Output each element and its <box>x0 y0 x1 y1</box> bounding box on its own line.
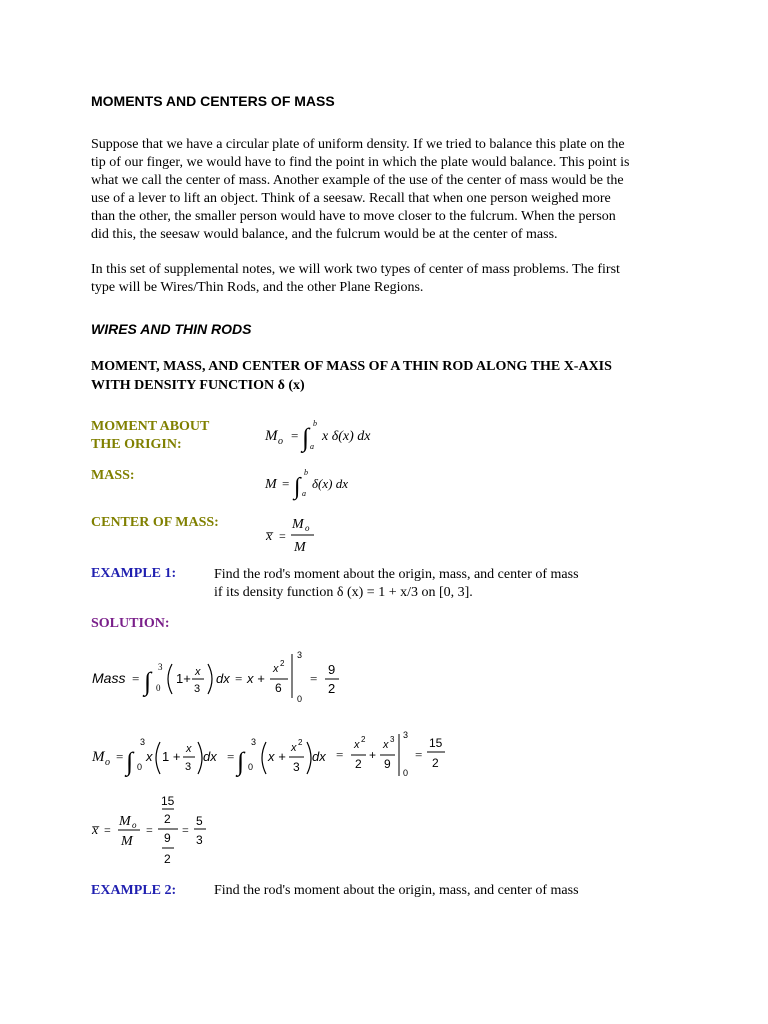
center-of-mass-label: CENTER OF MASS: <box>91 515 219 530</box>
solution-mass-equation <box>92 648 352 706</box>
upper-limit: b <box>304 468 308 477</box>
fraction-denominator: 3 <box>194 683 201 695</box>
top-numerator: 15 <box>161 794 175 808</box>
second-line: In this set of supplemental notes, we will work two types of center of mass problems. The first <box>91 262 620 277</box>
integral-sign: ∫ <box>302 423 310 452</box>
left-paren <box>156 742 160 774</box>
plus-sign: + <box>369 748 377 762</box>
intro-line: did this, the seesaw would balance, and the fulcrum would be at the center of mass. <box>91 227 558 242</box>
example-1-line: Find the rod's moment about the origin, mass, and center of mass <box>214 567 579 582</box>
one-plus: 1+ <box>176 671 191 686</box>
dx: dx <box>312 749 326 764</box>
result-numerator: 9 <box>328 662 336 677</box>
example-1-text <box>214 566 579 602</box>
lower-limit: a <box>310 442 314 451</box>
intro-line: Suppose that we have a circular plate of uniform density. If we tried to balance this plate on the <box>91 137 625 152</box>
equals-sign: = <box>132 671 140 686</box>
section-title: WIRES AND THIN RODS <box>91 321 252 337</box>
bottom-denominator: 2 <box>164 852 171 866</box>
integral-sign: ∫ <box>294 474 301 500</box>
lower-limit: a <box>302 489 306 498</box>
result-numerator: 5 <box>196 814 203 828</box>
fraction-denominator: 3 <box>185 761 192 773</box>
result-denominator: 2 <box>432 756 439 770</box>
moment-lhs: M <box>92 749 105 765</box>
x-plus: x + <box>247 671 265 686</box>
center-lhs: x̅ <box>92 823 99 838</box>
dx: dx <box>203 749 217 764</box>
center-numerator-sub: o <box>132 820 137 830</box>
fraction-numerator: x <box>195 666 201 678</box>
equals-sign: = <box>116 749 124 764</box>
example-2-text: Find the rod's moment about the origin, mass, and center of mass <box>214 883 579 898</box>
x-plus: x + <box>268 749 286 764</box>
eval-upper: 3 <box>297 650 303 660</box>
moment-label-line: THE ORIGIN: <box>91 437 182 452</box>
second-line: type will be Wires/Thin Rods, and the other Plane Regions. <box>91 280 424 295</box>
dx: dx <box>216 671 230 686</box>
integral-sign: ∫ <box>126 747 134 776</box>
solution-label: SOLUTION: <box>91 616 170 631</box>
eval-lower: 0 <box>403 768 409 778</box>
example-1-label: EXAMPLE 1: <box>91 566 177 581</box>
lower-limit: 0 <box>137 762 143 772</box>
subsection-title <box>91 357 691 395</box>
mass-formula <box>262 463 382 503</box>
moment-label <box>91 418 209 454</box>
right-paren <box>198 742 202 774</box>
center-numerator-sub: o <box>305 523 310 533</box>
fraction-denominator: 6 <box>275 681 282 695</box>
x-squared: x <box>291 742 297 754</box>
intro-line: tip of our finger, we would have to find the point in which the plate would balance. This point is <box>91 155 630 170</box>
equals-sign: = <box>146 823 153 837</box>
equals-sign: = <box>336 747 344 762</box>
term1-numerator: x <box>354 739 360 751</box>
eval-upper: 3 <box>403 730 409 740</box>
moment-equals: = <box>291 428 299 443</box>
exponent: 2 <box>298 738 303 747</box>
center-lhs: x̅ <box>266 529 273 544</box>
x-factor: x <box>146 749 153 764</box>
intro-line: what we call the center of mass. Another example of the use of the center of mass would be the <box>91 173 624 188</box>
center-denominator: M <box>294 540 306 555</box>
result-numerator: 15 <box>429 736 443 750</box>
x-squared: x <box>273 663 279 675</box>
left-paren <box>168 664 172 694</box>
one-plus: 1 + <box>162 749 181 764</box>
fraction-denominator: 3 <box>293 760 300 774</box>
moment-subscript: o <box>105 757 110 768</box>
top-denominator: 2 <box>164 812 171 826</box>
solution-center-equation <box>90 790 230 872</box>
solution-moment-equation <box>90 728 450 786</box>
result-denominator: 3 <box>196 833 203 847</box>
mass-integrand: δ(x) dx <box>312 476 348 491</box>
moment-lhs: M <box>265 428 278 444</box>
center-equals: = <box>279 529 286 543</box>
result-denominator: 2 <box>328 681 336 696</box>
equals-sign: = <box>310 671 318 686</box>
lower-limit: 0 <box>248 762 254 772</box>
integral-sign: ∫ <box>237 747 245 776</box>
term2-numerator: x <box>383 739 389 751</box>
upper-limit: 3 <box>251 737 257 747</box>
mass-lhs: M <box>265 477 277 492</box>
center-numerator: M <box>119 814 131 829</box>
moment-formula <box>262 414 402 456</box>
subsection-line: MOMENT, MASS, AND CENTER OF MASS OF A THIN ROD ALONG THE X-AXIS <box>91 359 612 374</box>
integral-sign: ∫ <box>144 667 152 696</box>
right-paren <box>307 742 311 774</box>
term1-denominator: 2 <box>355 757 362 771</box>
equals-sign: = <box>227 749 235 764</box>
intro-line: use of a lever to lift an object. Think of a seesaw. Recall that when one person weighed more <box>91 191 611 206</box>
bottom-numerator: 9 <box>164 831 171 845</box>
equals-sign: = <box>182 823 189 837</box>
upper-limit: 3 <box>140 737 146 747</box>
subsection-line: WITH DENSITY FUNCTION δ (x) <box>91 378 305 393</box>
exponent: 2 <box>361 735 366 744</box>
center-denominator: M <box>121 834 133 849</box>
intro-line: than the other, the smaller person would have to move closer to the fulcrum. When the person <box>91 209 616 224</box>
right-paren <box>208 664 212 694</box>
mass-label: MASS: <box>91 468 135 483</box>
upper-limit: b <box>313 419 317 428</box>
moment-subscript: o <box>278 436 283 447</box>
fraction-numerator: x <box>186 743 192 755</box>
equals-sign: = <box>415 747 423 762</box>
eval-lower: 0 <box>297 694 303 704</box>
term2-denominator: 9 <box>384 757 391 771</box>
example-1-line: if its density function δ (x) = 1 + x/3 on [0, 3]. <box>214 585 473 600</box>
second-paragraph <box>91 261 691 297</box>
equals-sign: = <box>104 823 111 837</box>
example-2-label: EXAMPLE 2: <box>91 883 177 898</box>
lower-limit: 0 <box>156 683 161 693</box>
intro-paragraph <box>91 136 691 244</box>
center-numerator: M <box>292 517 304 532</box>
moment-integrand: x δ(x) dx <box>322 429 371 444</box>
mass-equals: = <box>282 476 290 491</box>
left-paren <box>262 742 266 774</box>
upper-limit: 3 <box>158 662 163 672</box>
page-title: MOMENTS AND CENTERS OF MASS <box>91 93 335 109</box>
mass-word: Mass <box>92 670 126 686</box>
exponent: 3 <box>390 735 395 744</box>
exponent: 2 <box>280 659 285 668</box>
moment-label-line: MOMENT ABOUT <box>91 419 210 434</box>
equals-sign: = <box>235 671 243 686</box>
center-formula <box>262 512 332 558</box>
